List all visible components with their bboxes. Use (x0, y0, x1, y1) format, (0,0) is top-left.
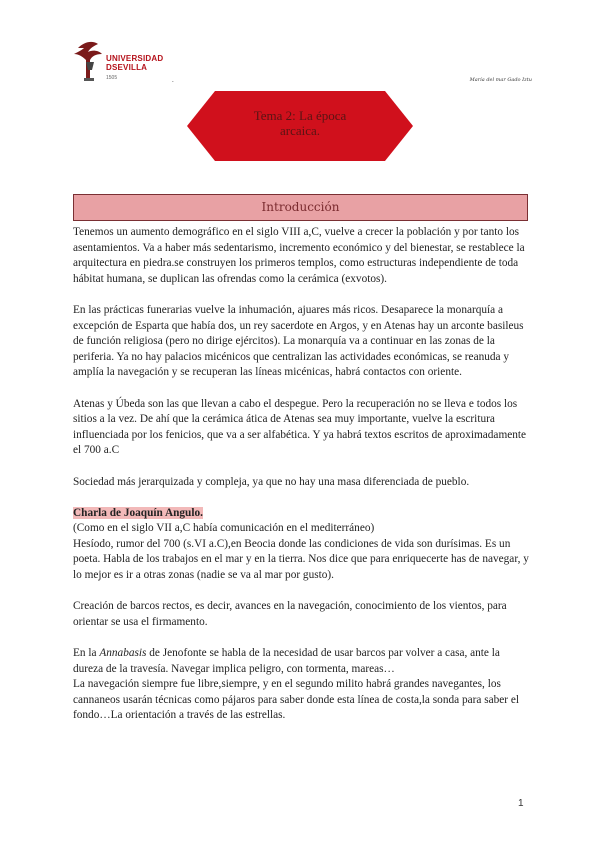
page-number: 1 (518, 798, 524, 809)
logo-line-2: DSEVILLA (106, 63, 148, 72)
document-body (73, 225, 529, 724)
logo-year: 1505 (106, 75, 118, 81)
spacer (73, 287, 529, 303)
title-line-1: Tema 2: La época (253, 108, 347, 123)
paragraph-7 (73, 646, 529, 677)
spacer (73, 630, 529, 646)
paragraph-3: Atenas y Úbeda son las que llevan a cabo el despegue. Pero la recuperación no se lleva e todos los sitios a la vez. De ahí que la cerámica ática de Atenas sea muy importante, vuelve la escritura influenciada por los fenicios, que va a ser alfabética. Y ya habrá textos escritos de aproximadamente el 700 a.C (73, 397, 527, 457)
paragraph-7-text: de Jenofonte se habla de la necesidad de usar barcos par volver a casa, ante la dureza de la travesía. Navegar implica peligro, con tormenta, mareas… (73, 647, 500, 675)
university-logo (72, 38, 182, 88)
logo-line-1: UNIVERSIDAD (106, 54, 164, 63)
author-name: María del mar Gado Iztu (469, 77, 532, 83)
charla-heading (73, 506, 529, 522)
paragraph-5a: (Como en el siglo VII a,C había comunicación en el mediterráneo) (73, 522, 375, 535)
paragraph-4: Sociedad más jerarquizada y compleja, ya que no hay una masa diferenciada de pueblo. (73, 475, 470, 488)
header-dot: . (172, 76, 174, 84)
section-heading: Introducción (73, 194, 528, 221)
paragraph-6: Creación de barcos rectos, es decir, avances en la navegación, conocimiento de los vientos, para orientar se usa el firmamento. (73, 600, 507, 628)
page-title (225, 108, 375, 138)
paragraph-5b: Hesíodo, rumor del 700 (s.VI a.C),en Beocia donde las condiciones de vida son durísimas. Es un poeta. Habla de los trabajos en el mar y en la tierra. Nos dice que para enriquecerte has de navegar, y lo mejor es ir a otras zonas (nadie se va al mar por gusto). (73, 537, 529, 582)
paragraph-1: Tenemos un aumento demográfico en el siglo VIII a,C, vuelve a crecer la población y por tanto los asentamientos. Va a haber más sedentarismo, incremento económico y del bienestar, se restablece la arquitectura en piedra.se construyen los primeros templos, como estructuras independiente de toda hábitat humana, se duplican las ofrendas como la cerámica (exvotos). (73, 226, 525, 285)
spacer (73, 381, 529, 397)
paragraph-7-prefix: En la (73, 647, 100, 660)
paragraph-2: En las prácticas funerarias vuelve la inhumación, ajuares más ricos. Desaparece la monarquía a excepción de Esparta que había dos, un rey sacerdote en Argos, y en Atenas hay un arconte basileus de función religiosa (pero no dirige ejércitos). La monarquía va a continuar en las zonas de la periferia. Ya no hay palacios micénicos que centralizan las actividades económicas, se reanuda y amplía la navegación y se recuperan las líneas micénicas, habrá contactos con oriente. (73, 303, 524, 379)
spacer (73, 490, 529, 506)
spacer (73, 459, 529, 475)
paragraph-8: La navegación siempre fue libre,siempre, y en el segundo milito habrá grandes navegantes, los cannaneos usarán técnicas como pájaros para saber donde esta línea de costa,la sonda para saber el fondo…La orientación a través de las estrellas. (73, 678, 520, 722)
title-banner (185, 89, 415, 163)
title-line-2: arcaica. (279, 123, 321, 138)
spacer (73, 584, 529, 600)
logo-wordmark (106, 54, 163, 72)
anabasis-title: Annabasis (99, 647, 147, 660)
charla-title: Charla de Joaquín Angulo. (73, 506, 203, 519)
